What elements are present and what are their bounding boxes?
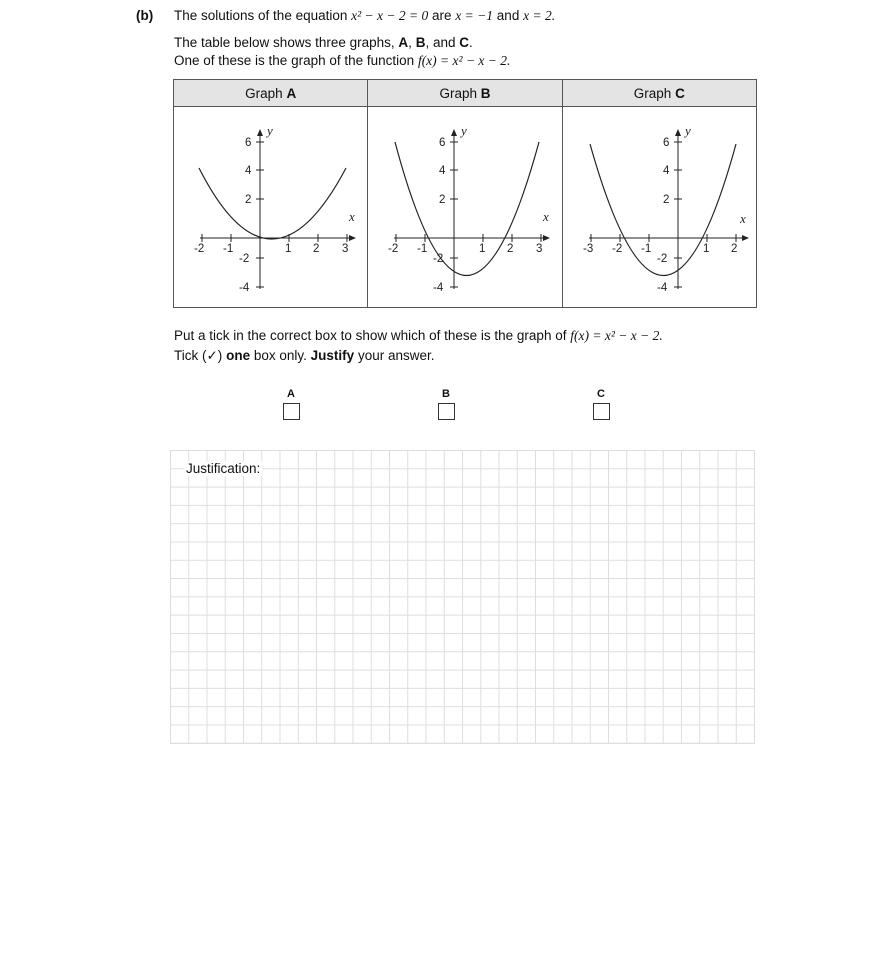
x-axis-label: x: [543, 209, 550, 224]
function-intro-text: One of these is the graph of the function: [174, 53, 415, 68]
y-axis-arrow: [451, 129, 457, 136]
one-emphasis: one: [226, 348, 251, 363]
y-tick-label: -2: [239, 253, 250, 265]
function-definition: f(x) = x² − x − 2.: [417, 53, 511, 68]
graph-b-cell: [368, 107, 562, 308]
y-tick-label: 4: [439, 165, 446, 177]
separator: .: [468, 35, 473, 50]
choice-c-checkbox[interactable]: [593, 403, 610, 420]
table-intro-text: The table below shows three graphs,: [174, 35, 395, 50]
y-tick-label: 2: [439, 194, 446, 206]
justification-answer-grid[interactable]: [170, 450, 755, 744]
graph-b-header: [368, 80, 562, 107]
y-tick-label: 4: [245, 165, 252, 177]
graph-c-header: [562, 80, 756, 107]
x-tick-label: -1: [223, 243, 234, 255]
graph-b-plot: [368, 107, 562, 307]
y-axis-arrow: [257, 129, 263, 136]
and-text: and: [496, 8, 520, 23]
y-tick-label: -4: [656, 282, 667, 294]
y-tick-label: -2: [656, 253, 667, 265]
question-label: (b): [136, 8, 154, 23]
choice-a: [271, 387, 311, 420]
graph-b-ref: B: [415, 35, 426, 50]
solutions-text: The solutions of the equation: [174, 8, 348, 23]
x-axis-label: x: [739, 211, 746, 226]
graph-a-ref: A: [398, 35, 409, 50]
y-axis-label: y: [461, 123, 468, 138]
x-tick-label: 2: [730, 243, 738, 255]
instruction-function: f(x) = x² − x − 2.: [570, 328, 663, 343]
x-tick-label: 3: [536, 243, 543, 255]
graph-c-plot: [563, 107, 757, 307]
parabola-curve: [199, 168, 346, 239]
x-tick-label: -1: [417, 243, 428, 255]
instruction-line-2: [174, 347, 434, 365]
y-axis-arrow: [675, 129, 681, 136]
x-tick-label: 1: [285, 243, 292, 255]
parabola-curve: [395, 142, 539, 276]
x-tick-label: 2: [313, 243, 320, 255]
graph-c-ref: C: [459, 35, 469, 50]
solution-1: x = −1: [455, 8, 494, 23]
y-tick-label: 4: [662, 165, 670, 177]
header-prefix: Graph: [245, 85, 283, 101]
separator: , and: [425, 35, 456, 50]
justify-emphasis: Justify: [310, 348, 355, 363]
x-axis-arrow: [742, 235, 749, 241]
x-tick-label: 2: [507, 243, 514, 255]
box-only-text: box only.: [253, 348, 307, 363]
question-line-table-intro: [174, 34, 473, 52]
x-tick-label: -2: [611, 243, 622, 255]
x-axis-arrow: [543, 235, 550, 241]
y-tick-label: 2: [662, 194, 670, 206]
are-text: are: [432, 8, 452, 23]
x-tick-label: 3: [342, 243, 349, 255]
header-letter: A: [286, 85, 297, 101]
choice-c: [581, 387, 621, 420]
solution-2: x = 2.: [523, 8, 556, 23]
x-tick-label: -1: [640, 243, 651, 255]
x-axis-arrow: [349, 235, 356, 241]
header-letter: B: [480, 85, 491, 101]
y-tick-label: -4: [433, 282, 444, 294]
y-tick-label: -4: [239, 282, 250, 294]
tick-text: Tick (✓): [174, 348, 223, 363]
x-tick-label: 1: [479, 243, 486, 255]
x-axis-label: x: [349, 209, 355, 224]
y-tick-label: 2: [245, 194, 252, 206]
x-tick-label: -2: [388, 243, 399, 255]
graph-c-cell: [562, 107, 756, 308]
header-letter: C: [675, 85, 685, 101]
choice-c-label: C: [597, 388, 605, 400]
graph-a-cell: [174, 107, 368, 308]
choice-a-label: A: [287, 388, 295, 400]
choice-b: [426, 387, 466, 420]
choice-b-label: B: [442, 388, 450, 400]
y-axis-label: y: [267, 123, 273, 138]
x-tick-label: -3: [582, 243, 593, 255]
question-line-function: [174, 52, 510, 70]
question-line-solutions: [174, 7, 555, 25]
header-prefix: Graph: [439, 85, 477, 101]
choice-b-checkbox[interactable]: [438, 403, 455, 420]
graphs-table: [173, 79, 757, 308]
equation: x² − x − 2 = 0: [351, 8, 429, 23]
header-prefix: Graph: [633, 85, 672, 101]
choice-a-checkbox[interactable]: [283, 403, 300, 420]
graph-a-plot: [174, 107, 368, 307]
justification-label: Justification:: [186, 461, 261, 476]
graph-a-header: [174, 80, 368, 107]
your-answer-text: your answer.: [357, 348, 435, 363]
y-tick-label: -2: [433, 253, 444, 265]
instruction-line-1: [174, 327, 663, 345]
instruction-text: Put a tick in the correct box to show which of these is the graph of: [174, 328, 567, 343]
separator: ,: [408, 35, 412, 50]
x-tick-label: 1: [702, 243, 710, 255]
y-tick-label: 6: [662, 137, 670, 149]
y-axis-label: y: [684, 123, 691, 138]
y-tick-label: 6: [245, 137, 252, 149]
x-tick-label: -2: [194, 243, 205, 255]
y-tick-label: 6: [439, 137, 446, 149]
